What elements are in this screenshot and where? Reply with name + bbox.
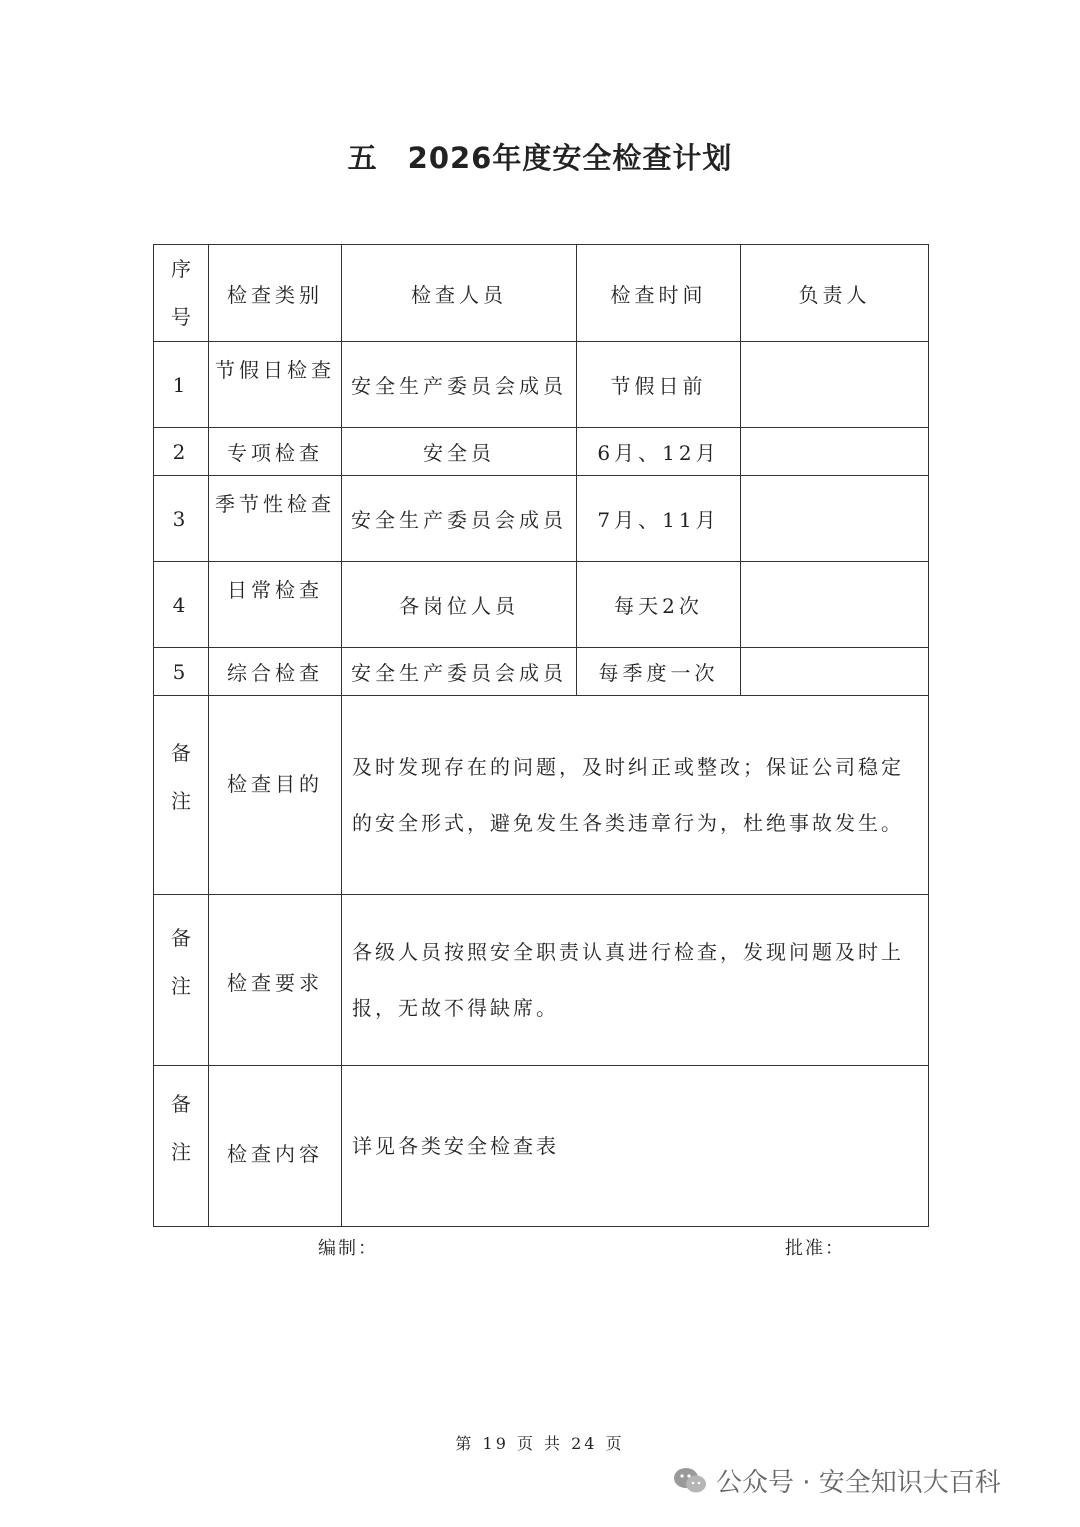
watermark xyxy=(672,1462,1001,1499)
note-category: 检查要求 xyxy=(209,895,342,1066)
row-time: 每季度一次 xyxy=(577,648,741,696)
header-personnel: 检查人员 xyxy=(342,245,577,342)
note-text: 及时发现存在的问题，及时纠正或整改；保证公司稳定的安全形式，避免发生各类违章行为，杜绝事故发生。 xyxy=(342,696,929,895)
row-time: 节假日前 xyxy=(577,342,741,428)
note-row-requirements xyxy=(154,895,929,1066)
table-row xyxy=(154,562,929,648)
row-category: 节假日检查 xyxy=(209,342,342,428)
row-no: 2 xyxy=(154,428,209,476)
note-label: 备注 xyxy=(154,1066,209,1227)
watermark-text: 公众号 · 安全知识大百科 xyxy=(716,1468,1001,1498)
wechat-icon xyxy=(672,1466,708,1496)
row-owner xyxy=(741,476,929,562)
row-owner xyxy=(741,562,929,648)
approved-by-label: 批准： xyxy=(785,1238,845,1259)
row-no: 5 xyxy=(154,648,209,696)
note-text: 各级人员按照安全职责认真进行检查，发现问题及时上报，无故不得缺席。 xyxy=(342,895,929,1066)
note-category: 检查内容 xyxy=(209,1066,342,1227)
row-category: 日常检查 xyxy=(209,562,342,648)
note-category: 检查目的 xyxy=(209,696,342,895)
page-title: 五 2026年度安全检查计划 xyxy=(347,141,733,175)
compiled-by-label: 编制： xyxy=(318,1238,378,1259)
header-serial: 序号 xyxy=(154,245,209,342)
row-owner xyxy=(741,428,929,476)
note-row-content xyxy=(154,1066,929,1227)
row-personnel: 安全生产委员会成员 xyxy=(342,342,577,428)
row-personnel: 安全员 xyxy=(342,428,577,476)
row-personnel: 安全生产委员会成员 xyxy=(342,648,577,696)
row-no: 4 xyxy=(154,562,209,648)
table-header-row xyxy=(154,245,929,342)
header-category: 检查类别 xyxy=(209,245,342,342)
row-category: 综合检查 xyxy=(209,648,342,696)
row-no: 3 xyxy=(154,476,209,562)
note-text: 详见各类安全检查表 xyxy=(342,1066,929,1227)
row-category: 专项检查 xyxy=(209,428,342,476)
table-row xyxy=(154,342,929,428)
table-row xyxy=(154,476,929,562)
inspection-plan-table xyxy=(153,244,929,1227)
table-row xyxy=(154,648,929,696)
page-number: 第 19 页 共 24 页 xyxy=(455,1434,625,1453)
row-personnel: 安全生产委员会成员 xyxy=(342,476,577,562)
note-label: 备注 xyxy=(154,895,209,1066)
note-row-purpose xyxy=(154,696,929,895)
row-time: 7月、11月 xyxy=(577,476,741,562)
row-personnel: 各岗位人员 xyxy=(342,562,577,648)
row-time: 6月、12月 xyxy=(577,428,741,476)
header-owner: 负责人 xyxy=(741,245,929,342)
row-time: 每天2次 xyxy=(577,562,741,648)
table-row xyxy=(154,428,929,476)
row-category: 季节性检查 xyxy=(209,476,342,562)
row-owner xyxy=(741,342,929,428)
note-label: 备注 xyxy=(154,696,209,895)
row-no: 1 xyxy=(154,342,209,428)
row-owner xyxy=(741,648,929,696)
header-time: 检查时间 xyxy=(577,245,741,342)
